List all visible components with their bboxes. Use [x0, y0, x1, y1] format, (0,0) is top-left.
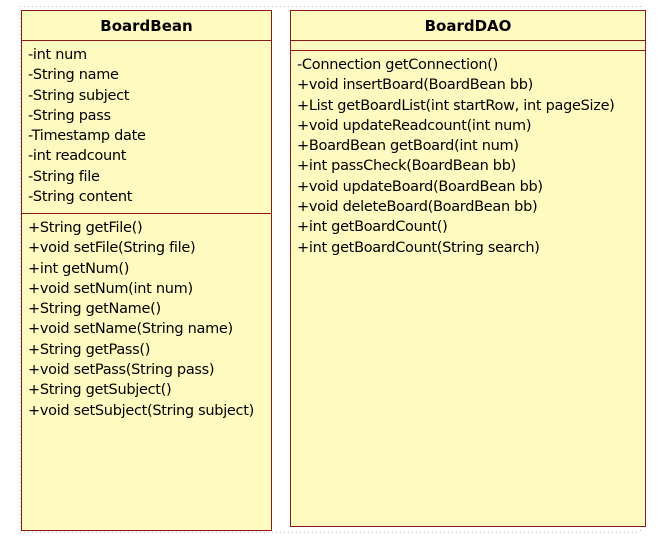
attribute: -Timestamp date [28, 128, 146, 145]
method: +void setFile(String file) [28, 240, 196, 257]
method: +String getName() [28, 301, 161, 318]
attribute: -String pass [28, 107, 111, 124]
method: +BoardBean getBoard(int num) [297, 138, 519, 155]
method: +void deleteBoard(BoardBean bb) [297, 199, 538, 216]
attribute: -int num [28, 47, 87, 63]
method: +int getBoardCount(String search) [297, 239, 540, 256]
attribute: -String subject [28, 87, 130, 104]
method: +List getBoardList(int startRow, int pageSize) [297, 97, 615, 114]
method: +void setNum(int num) [28, 280, 193, 297]
method: +int getBoardCount() [297, 219, 448, 236]
class-boardbean-attributes [22, 41, 271, 214]
method: +void updateBoard(BoardBean bb) [297, 178, 543, 195]
class-boardbean[interactable] [21, 10, 272, 531]
method: +int passCheck(BoardBean bb) [297, 158, 516, 175]
class-boardbean-methods [22, 214, 271, 425]
method: +void setPass(String pass) [28, 362, 215, 379]
method: +void insertBoard(BoardBean bb) [297, 77, 533, 94]
attribute: -int readcount [28, 148, 127, 165]
attribute: -String file [28, 168, 100, 185]
attribute: -String name [28, 67, 119, 84]
attribute: -String content [28, 189, 133, 206]
method: -Connection getConnection() [297, 57, 498, 73]
class-boarddao-methods [291, 51, 645, 262]
method: +int getNum() [28, 260, 130, 277]
canvas-border-top [20, 6, 640, 7]
canvas-border-bottom [20, 532, 640, 533]
method: +String getFile() [28, 220, 143, 236]
class-boarddao-attributes [291, 41, 645, 51]
class-boarddao-title: BoardDAO [291, 11, 645, 41]
class-boarddao[interactable] [290, 10, 646, 527]
method: +void setSubject(String subject) [28, 402, 254, 419]
method: +void updateReadcount(int num) [297, 117, 532, 134]
method: +String getSubject() [28, 382, 172, 399]
class-boardbean-title: BoardBean [22, 11, 271, 41]
method: +void setName(String name) [28, 321, 233, 338]
method: +String getPass() [28, 341, 151, 358]
